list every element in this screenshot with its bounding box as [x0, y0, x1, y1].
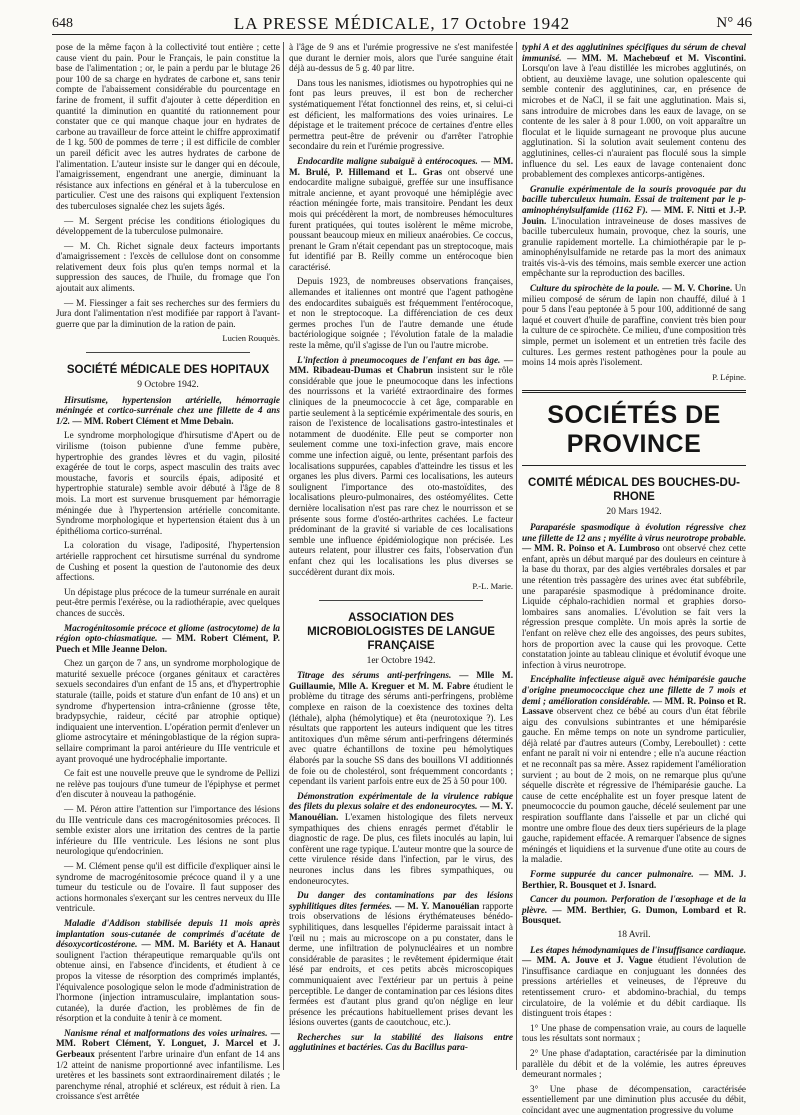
article-title: Encéphalite infectieuse aiguë avec hémiparésie gauche d'origine pneumococcique chez une fillette de 7 mois et demi ; amélioration considérable.	[522, 674, 746, 706]
article-authors: — MM. F. Nitti et J.-P. Jouin.	[522, 204, 746, 226]
article-body: étudient le problème du titrage des sérums anti-perfringens, problème complexe en raison de la coexistence des toxines delta (léthale), alpha (hémolytique) et êta (neurotoxique ?). Les résultats que rapportent les auteurs indiquent que les titres antitoxiques d'un même sérum anti-perfringens déterminés avec quatre échantillons de toxine peu hémolytiques élaborés par la souche SS dans des bouillons VI additionnés de foie ou de cholestérol, sont fréquemment concordants ; cependant ils varient parfois entre eux de 25 à 50 pour 100.	[289, 680, 514, 787]
article-authors: — MM. M. Bariéty et A. Hanaut	[137, 939, 280, 950]
major-section-title: SOCIÉTÉS DE PROVINCE	[547, 401, 721, 459]
article-body: rapporte trois observations de lésions érythémateuses bénédo-syphilitiques, dans lesquelles l'épiderme paraissait intact à l'œil nu ; mais au microscope on a pu constater, dans le derme, une infiltration de polynucléaires et un nombre considérable de parasites ; le revêtement épidermique était lésé par endroits, et ces petits abcès microscopiques communiquaient avec l'extérieur par un pertuis à peine perceptible. Le danger de contamination par ces lésions dites fermées est d'autant plus grand qu'on néglige en leur présence les précautions habituellement prises devant les lésions ouvertes (gants de caoutchouc, etc.).	[289, 900, 514, 1028]
article	[289, 156, 513, 273]
section-divider	[86, 352, 250, 353]
article-body: L'examen histologique des filets nerveux sympathiques des chiens enragés permet d'établir le diagnostic de rage. De plus, ces filets inoculés au lapin, lui confèrent une rage typique. L'auteur montre que la source de cette virulence réside dans l'infection, par le virus, des neurones inclus dans les fibres sympathiques, ou endoneurocytes.	[289, 812, 513, 886]
paragraph: à l'âge de 9 ans et l'urémie progressive ne s'est manifestée que durant le dernier mois, alors que l'urée sanguine était déjà au-dessus de 5 g. 40 par litre.	[289, 42, 513, 74]
column-2	[289, 42, 513, 1072]
paragraph: — M. Ch. Richet signale deux facteurs importants d'amaigrissement : l'excès de cellulose dont on consomme relativement deux fois plus qu'en temps normal et la suppression des sauces, de l'huile, du fromage que l'on ajoutait aux aliments.	[56, 240, 280, 294]
article-authors: — MM. Robert Clément et Mme Debain.	[70, 415, 234, 426]
article	[522, 945, 746, 1019]
article-body: soulignent l'action thérapeutique remarquable qu'ils ont obtenue ainsi, en l'absence d'incidents, et étudient à ce propos la vitesse de résorption des comprimés implantés, l'équivalence posologique selon le mode d'administration de l'hormone (injection intramusculaire, implantation sous-cutanée), la durée d'action, les problèmes de fin de résorption et la conduite à tenir à ce moment.	[56, 949, 280, 1024]
article-body: Lorsqu'on lave à l'eau distillée les microbes agglutinés, on obtient, au deuxième lavage, une solution opalescente qui semble contenir des agglutinines, car, en présence de microbes et de NaCl, il se fait une agglutination. Mais si, sans introduire de microbes dans les eaux de lavage, on se contente de les saler à 8 pour 1.000, on voit apparaître un floculat et le liquide surnageant ne provoque plus aucune agglutination. Si la solution avait seulement contenu des agglutinines, celles-ci n'auraient pas floculé sous la simple influence du sel. Les eaux de lavage contenaient donc probablement des complexes anticorps-antigènes.	[522, 63, 746, 180]
article-title: Nanisme rénal et malformations des voies urinaires.	[64, 1027, 268, 1038]
session-date: 20 Mars 1942.	[606, 507, 662, 518]
paragraph: — M. Péron attire l'attention sur l'importance des lésions du IIIe ventricule dans ces macrogénitosomies précoces. Il semble exister alors une irritation des centres de la partie inférieure du IIIe ventricule. Les lésions ne sont plus neurologique qu'endocrinien.	[56, 804, 280, 857]
article	[56, 918, 280, 1024]
article-authors: — Mlle M. Guillaumie, Mlle A. Kreguer et M. M. Fabre	[289, 670, 514, 691]
column-rule	[283, 42, 284, 1070]
article-title: Les étapes hémodynamiques de l'insuffisance cardiaque.	[530, 944, 746, 955]
article-title: Titrage des sérums anti-perfringens.	[297, 670, 452, 681]
paragraph: Chez un garçon de 7 ans, un syndrome morphologique de maturité sexuelle précoce (organes génitaux et caractères sexuels secondaires d'un enfant de 15 ans, et d'hypertrophie staturale (taille, poids et stature d'un enfant de 10 ans) et un syndrome d'hypertension intra-crânienne (grosse tête, bradypsychie, raideur, cécité par atrophie optique) indiquaient une intervention. L'opération permit d'enlever un gliome astrocytaire et méningoblastique de la région supra-sellaire comprimant la paroi antérieure du IIIe ventricule et ayant provoqué une hydrocéphalie importante.	[56, 658, 280, 764]
article	[56, 395, 280, 427]
section-title: SOCIÉTÉ MÉDICALE DES HOPITAUX	[66, 364, 270, 377]
article-body: ont observé chez cette enfant, après un début marqué par des douleurs en ceinture à la base du thorax, par des algies vertébrales dorsales et par une rétention très passagère des urines avec état subfébrile, une paraparésie spasmodique à prédominance droite. Liquide céphalo-rachidien normal et graphies dorso-lombaires sans anomalies. L'évolution se fait vers la régression presque complète. Un mois après la sortie de l'enfant on relève chez elle des angoisses, des peurs subites, hors de proportion avec la cause qui les provoque. Cette constatation jointe au tableau clinique et évolutif évoque une infection à virus neurotrope.	[522, 543, 746, 670]
paragraph: Le syndrome morphologique d'hirsutisme d'Apert ou de virilisme (toison pubienne d'une femme pubère, hypertrophie des grandes lèvres et du vagin, pilosité exagérée de tout le corps, aspect masculin des traits avec moustache, favoris et sourcils épais, adiposité et hypertrophie staturale) semble avoir débuté à l'âge de 8 mois. La mort est survenue brusquement par hémorragie méningée due à l'hypertension artérielle concomitante. Syndrome morphologique et hypertension étaient dus à un épithélioma cortico-surrénal.	[56, 430, 280, 536]
article-authors: — M. Y. Manouélian.	[289, 801, 513, 822]
article-body: Un milieu composé de sérum de lapin non chauffé, dilué à 1 pour 5 dans l'eau peptonée à 5 pour 100, additionné de sang laqué et couvert d'huile de paraffine, convient très bien pour la culture de ce spirochète. Ce milieu, d'une composition très simple, permet un isolement et un entretien très facile des cultures. Les germes restent pathogènes pour la poule au moins 14 mois après l'isolement.	[522, 283, 746, 368]
paragraph: 3° Une phase de décompensation, caractérisée essentiellement par une diminution plus accusée du débit, coïncidant avec une augmentation progressive du volume	[522, 1083, 746, 1115]
article-body: présentent l'arbre urinaire d'un enfant de 14 ans 1/2 atteint de nanisme proportionné avec infantilisme. Les uretères et les bassinets sont extraordinairement dilatés ; le parenchyme rénal, atrophié et scléreux, est réduit à rien. La croissance s'est arrêtée	[56, 1049, 280, 1102]
session-date: 9 Octobre 1942.	[137, 380, 199, 391]
column-1	[56, 42, 280, 1102]
paragraph: 1° Une phase de compensation vraie, au cours de laquelle tous les résultats sont normaux ;	[522, 1022, 746, 1044]
page-number: 648	[52, 16, 73, 31]
article-body: observent chez ce bébé au cours d'un état fébrile aigu des convulsions subintrantes et une hémiparésie gauche. En même temps on note un syndrome particulier, déjà relaté par d'autres auteurs (Comby, Lereboullet) : cette enfant ne paraît ni voir ni entendre ; elle n'a aucune réaction et ne reconnaît pas sa mère. Assez rapidement l'amélioration survient ; au bout de 2 mois, on ne remarque plus qu'une séquelle discrète et régressive de l'hémiparésie gauche. La cause de cette encéphalite est un foyer presque latent de pneumococcie du poumon gauche, décelé seulement par une respiration soufflante dans l'aisselle et par un cliché qui montre une ombre floue des deux tiers supérieurs de la plage gauche, rapidement effacée. A remarquer l'absence de signes méningés et liquidiens et la survenue d'une otite au cours de la maladie.	[522, 706, 746, 865]
article-authors: — MM. R. Poinso et A. Lumbroso	[522, 543, 660, 554]
article	[289, 1032, 513, 1053]
article-authors: — MM. Berthier, G. Dumon, Lombard et R. Bousquet.	[522, 904, 746, 926]
paragraph: Un dépistage plus précoce de la tumeur surrénale en aurait peut-être permis l'exérèse, ou la radiothérapie, avec quelques chances de succès.	[56, 586, 280, 618]
article	[289, 355, 513, 577]
paragraph: Dans tous les nanismes, idiotismes ou hypotrophies qui ne font pas leurs preuves, il est bon de rechercher systématiquement l'état fonctionnel des reins, et, si celui-ci est déficient, les malformations des voies urinaires. Le dépistage et le traitement précoce de certaines d'entre elles permettra peut-être de prévenir ou d'arrêter l'atrophie secondaire du rein et l'urémie progressive.	[289, 77, 513, 152]
author-signature: Lucien Rouquès.	[222, 333, 280, 344]
article	[522, 894, 746, 926]
article	[522, 283, 746, 368]
author-signature: P. Lépine.	[712, 371, 746, 382]
article-title: L'infection à pneumocoques de l'enfant en bas âge.	[297, 354, 501, 365]
article-authors: — MM. J. Berthier, R. Bousquet et J. Isnard.	[522, 869, 747, 890]
journal-title: LA PRESSE MÉDICALE, 17 Octobre 1942	[233, 14, 571, 33]
author-signature: P.-L. Marie.	[472, 581, 513, 592]
article-title: Granulie expérimentale de la souris provoquée par du bacille tuberculeux humain. Essai de traitement par le p-aminophénylsulfamide (1162 F).	[522, 183, 746, 215]
article-authors: — MM. M. Brulé, P. Hillemand et L. Gras	[289, 155, 513, 177]
section-title: ASSOCIATION DES MICROBIOLOGISTES DE LANGUE FRANÇAISE	[307, 611, 495, 652]
paragraph: pose de la même façon à la collectivité tout entière ; cette cause vient du pain. Pour le Français, le pain constitue la base de l'alimentation ; or, le pain a perdu par le blutage 26 pour 100 de sa charge en hydrates de carbone et, sans tenir compte de l'abaissement considérable du pourcentage en farine de froment, il suffit d'ajouter à cette déperdition en quantité la diminution en quantité du rationnement pour constater que ce qui manque chaque jour en hydrates de carbone au travailleur de force atteint le chiffre approximatif de 1 kg. 500 de pommes de terre ; il est difficile de combler un pareil déficit avec les autres hydrates de carbone de l'alimentation. L'auteur insiste sur le danger qui en découle, l'amaigrissement, engendrant une anergie, diminuant la résistance aux infections en général et à la tuberculose en particulier. C'est une des raisons qui expliquent l'extension des tuberculoses signalée chez les sujets âgés.	[56, 42, 280, 211]
article-title: Démonstration expérimentale de la virulence rabique des filets du plexus solaire et des endoneurocytes.	[289, 790, 513, 812]
article-body: insistent sur le rôle considérable que joue le pneumocoque dans les infections des nourrissons et la variété extraordinaire des formes cliniques de la pneumococcie à cet âge, comparable en partie seulement à la septicémie expérimentale des souris, en raison de l'existence de localisations gastro-intestinales et notamment de duodénite. Elle peut se comporter non seulement comme une toxi-infection grave, mais encore comme une infection aiguë, ou lente, présentant parfois des localisations suppurées, capables d'atteindre les tissus et les organes les plus divers. Parmi ces localisations, les auteurs soulignent l'importance des oto-mastoïdites, des localisations pleuro-pulmonaires, des ostéomyélites. Cette dernière localisation n'est pas rare chez le nourrisson et se présente sous forme d'ostéo-arthrites cachées. Le facteur prédominant de la gravité si variable de ces localisations semble une influence épidémiologique non précisée. Les auteurs relatent, pour illustrer ces faits, l'observation d'un enfant chez qui les localisations les plus diverses se succédèrent durant dix mois.	[289, 365, 513, 577]
article-title: Du danger des contaminations par des lésions syphilitiques dites fermées.	[289, 890, 513, 911]
paragraph: — M. Sergent précise les conditions étiologiques du développement de la tuberculose pulmonaire.	[56, 215, 280, 237]
session-date: 18 Avril.	[617, 929, 651, 940]
article-body: L'inoculation intraveineuse de doses massives de bacille tuberculeux humain, provoque, chez la souris, une granulie rapidement mortelle. La chimiothérapie par le p-aminophénylsulfamide ne retarde pas la mort des animaux traités vis-à-vis des témoins, mais semble exercer une action empêchante sur la reproduction des bacilles.	[522, 215, 746, 279]
article-title: Endocardite maligne subaiguë à entérocoques.	[297, 155, 478, 166]
article-authors: — MM. M. Machebœuf et M. Viscontini.	[561, 52, 746, 63]
paragraph: Depuis 1923, de nombreuses observations françaises, allemandes et italiennes ont montré que l'agent pathogène des endocardites subaiguës est fréquemment l'entérocoque, et non le streptocoque. La différenciation de ces deux germes proches l'un de l'autre demande une étude bactériologique soignée ; l'évolution fatale de la maladie reste la même, qu'il s'agisse de l'un ou l'autre microbe.	[289, 276, 513, 351]
article-title: Hirsutisme, hypertension artérielle, hémorragie méningée et cortico-surrénale chez une fillette de 4 ans 1/2.	[56, 394, 280, 426]
article-title: typhi A et des agglutinines spécifiques du sérum de cheval immunisé.	[522, 42, 746, 63]
article-authors: — MM. A. Jouve et J. Vague	[522, 955, 653, 966]
article-authors: — M. Y. Manouélian	[391, 900, 480, 911]
article	[522, 674, 746, 865]
article	[56, 1028, 280, 1102]
article	[522, 869, 746, 890]
paragraph: Ce fait est une nouvelle preuve que le syndrome de Pellizi ne relève pas toujours d'une tumeur de l'épiphyse et permet d'en discuter à nouveau la pathogénie.	[56, 768, 280, 800]
article-body: ont observé une endocardite maligne subaiguë, greffée sur une insuffisance mitrale ancienne, et ayant provoqué une hémiplégie avec réaction méningée forte, mais transitoire. Pendant les deux mois qui précédèrent la mort, de nombreuses hémocultures furent pratiquées, qui toutes isolèrent le même microbe, poussant beaucoup mieux en milieux anaérobies. Ce coccus, prenant le Gram n'était cependant pas un streptocoque, mais fut identifié par B. Reilly comme un entérocoque bien caractérisé.	[289, 166, 513, 272]
paragraph: 2° Une phase d'adaptation, caractérisée par la diminution parallèle du débit et de la volémie, les autres épreuves demeurant normales ;	[522, 1047, 746, 1080]
article-authors: — MM. R. Poinso et R. Lassave	[522, 695, 746, 717]
section-divider	[319, 600, 483, 601]
article-authors: — MM. Ribadeau-Dumas et Chabrun	[289, 354, 514, 376]
paragraph: — M. Fiessinger a fait ses recherches sur des fermiers du Jura dont l'alimentation n'est modifiée par rapport à l'avant-guerre que par la diminution de la ration de pain.	[56, 297, 280, 329]
article-title: Cancer du poumon. Perforation de l'œsophage et de la plèvre.	[522, 894, 746, 915]
section-rule	[522, 390, 746, 393]
section-title: COMITÉ MÉDICAL DES BOUCHES-DU-RHONE	[528, 477, 740, 504]
article-title: Macrogénitosomie précoce et gliome (astrocytome) de la région opto-chiasmatique.	[56, 622, 280, 644]
issue-number: N° 46	[716, 15, 752, 31]
article-title: Maladie d'Addison stabilisée depuis 11 mois après implantation sous-cutanée de comprimés d'acétate de désoxycorticostérone.	[56, 917, 280, 950]
article-authors: — MM. Robert Clément, P. Puech et Mlle Jeanne Delon.	[56, 633, 280, 654]
paragraph: — M. Clément pense qu'il est difficile d'expliquer ainsi le syndrome de macrogénitosomie précoce quand il y a une tumeur du testicule ou de l'ovaire. Il faut supposer des actions hormonales s'exerçant sur les centres nerveux du IIIe ventricule.	[56, 860, 280, 914]
column-rule	[516, 42, 517, 1070]
paragraph: La coloration du visage, l'adiposité, l'hypertension artérielle rapprochent cet hirsutisme surrénal du syndrome de Cushing et posent la question de l'autonomie des deux affections.	[56, 540, 280, 583]
article	[522, 42, 746, 180]
article-title: Recherches sur la stabilité des liaisons entre agglutinines et bactéries. Cas du Bacillus para-	[289, 1031, 513, 1053]
article-title: Culture du spirochète de la poule.	[530, 283, 660, 294]
article-title: Paraparésie spasmodique à évolution régressive chez une fillette de 12 ans ; myélite à virus neurotrope probable.	[522, 522, 746, 543]
article	[289, 791, 513, 886]
article	[522, 522, 746, 670]
session-date: 1er Octobre 1942.	[366, 655, 436, 666]
article-authors: — MM. Robert Clément, Y. Longuet, J. Marcel et J. Gerbeaux	[56, 1027, 280, 1060]
column-3	[522, 42, 747, 1115]
page-header	[52, 14, 752, 35]
article	[56, 623, 280, 655]
article	[289, 890, 513, 1028]
article-title: Forme suppurée du cancer pulmonaire.	[530, 869, 694, 879]
article	[522, 184, 746, 279]
article-body: étudient l'évolution de l'insuffisance cardiaque en conjuguant les données des pressions artérielles et veineuses, de l'épreuve du retentissement cruro- et abdomino-brachial, du temps circulatoire, de la volémie et du débit cardiaque. Ils distinguent trois étapes :	[522, 955, 746, 1019]
article-authors: — M. V. Chorine.	[659, 283, 733, 294]
section-rule	[522, 465, 746, 466]
article	[289, 670, 513, 787]
